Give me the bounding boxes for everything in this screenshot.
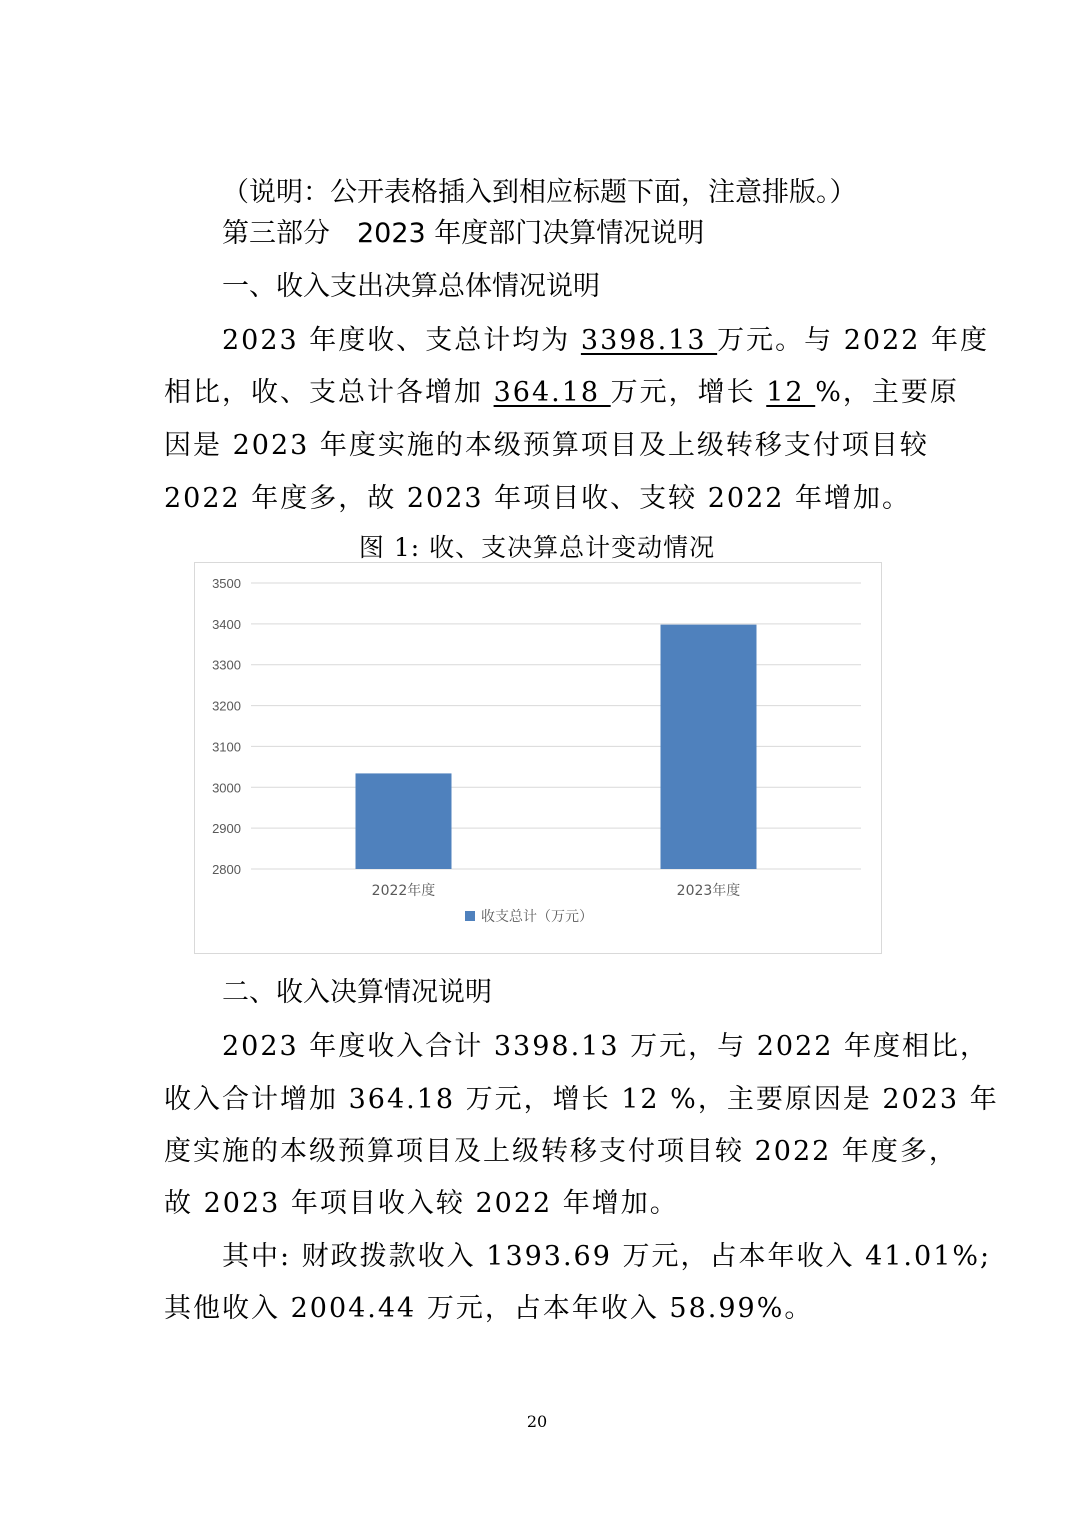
paragraph-line: 2023 年度收入合计 3398.13 万元，与 2022 年度相比， [222,1031,989,1062]
bar-chart [194,562,882,954]
underlined-growth: 12 [766,377,816,408]
underlined-increase: 364.18 [493,377,611,408]
bar [356,773,452,869]
text-run: %，主要原 [815,377,959,408]
paragraph-line: 故 2023 年项目收入较 2022 年增加。 [164,1188,679,1219]
text-run: 2023 年度收、支总计均为 [222,325,581,356]
y-tick-label: 2900 [212,821,241,837]
section-heading-income: 二、收入决算情况说明 [222,977,492,1008]
y-tick-label: 2800 [212,862,241,877]
paragraph-line: 收入合计增加 364.18 万元，增长 12 %，主要原因是 2023 年 [164,1084,999,1115]
bar-chart-svg [195,563,881,953]
y-tick-label: 3400 [212,616,241,632]
y-tick-label: 3100 [212,739,241,755]
section-heading-overall: 一、收入支出决算总体情况说明 [222,271,600,302]
y-tick-label: 3000 [212,780,241,796]
legend-swatch [465,911,475,921]
x-tick-label: 2023年度 [676,883,741,899]
y-tick-label: 3500 [212,576,241,591]
layout-note: （说明：公开表格插入到相应标题下面，注意排版。） [222,177,857,208]
text-run: 万元，增长 [610,377,767,408]
text-run: 相比，收、支总计各增加 [164,377,494,408]
paragraph-line: 其他收入 2004.44 万元，占本年收入 58.99%。 [164,1293,814,1324]
paragraph-line [222,318,989,357]
paragraph-line: 2022 年度多，故 2023 年项目收、支较 2022 年增加。 [164,483,912,514]
legend-label: 收支总计（万元） [481,909,593,925]
y-tick-label: 3300 [212,657,241,673]
part-title: 第三部分 2023 年度部门决算情况说明 [222,218,705,249]
paragraph-line: 因是 2023 年度实施的本级预算项目及上级转移支付项目较 [164,430,929,461]
page-number: 20 [526,1412,548,1431]
paragraph-line: 度实施的本级预算项目及上级转移支付项目较 2022 年度多， [164,1136,958,1167]
figure-caption: 图 1: 收、支决算总计变动情况 [358,533,716,562]
paragraph-line: 其中: 财政拨款收入 1393.69 万元，占本年收入 41.01%; [222,1241,992,1272]
bar [661,625,757,869]
y-tick-label: 3200 [212,698,241,714]
text-run: 万元。与 2022 年度 [717,325,990,356]
paragraph-line [164,370,959,409]
x-tick-label: 2022年度 [371,883,436,899]
underlined-total: 3398.13 [580,325,718,356]
